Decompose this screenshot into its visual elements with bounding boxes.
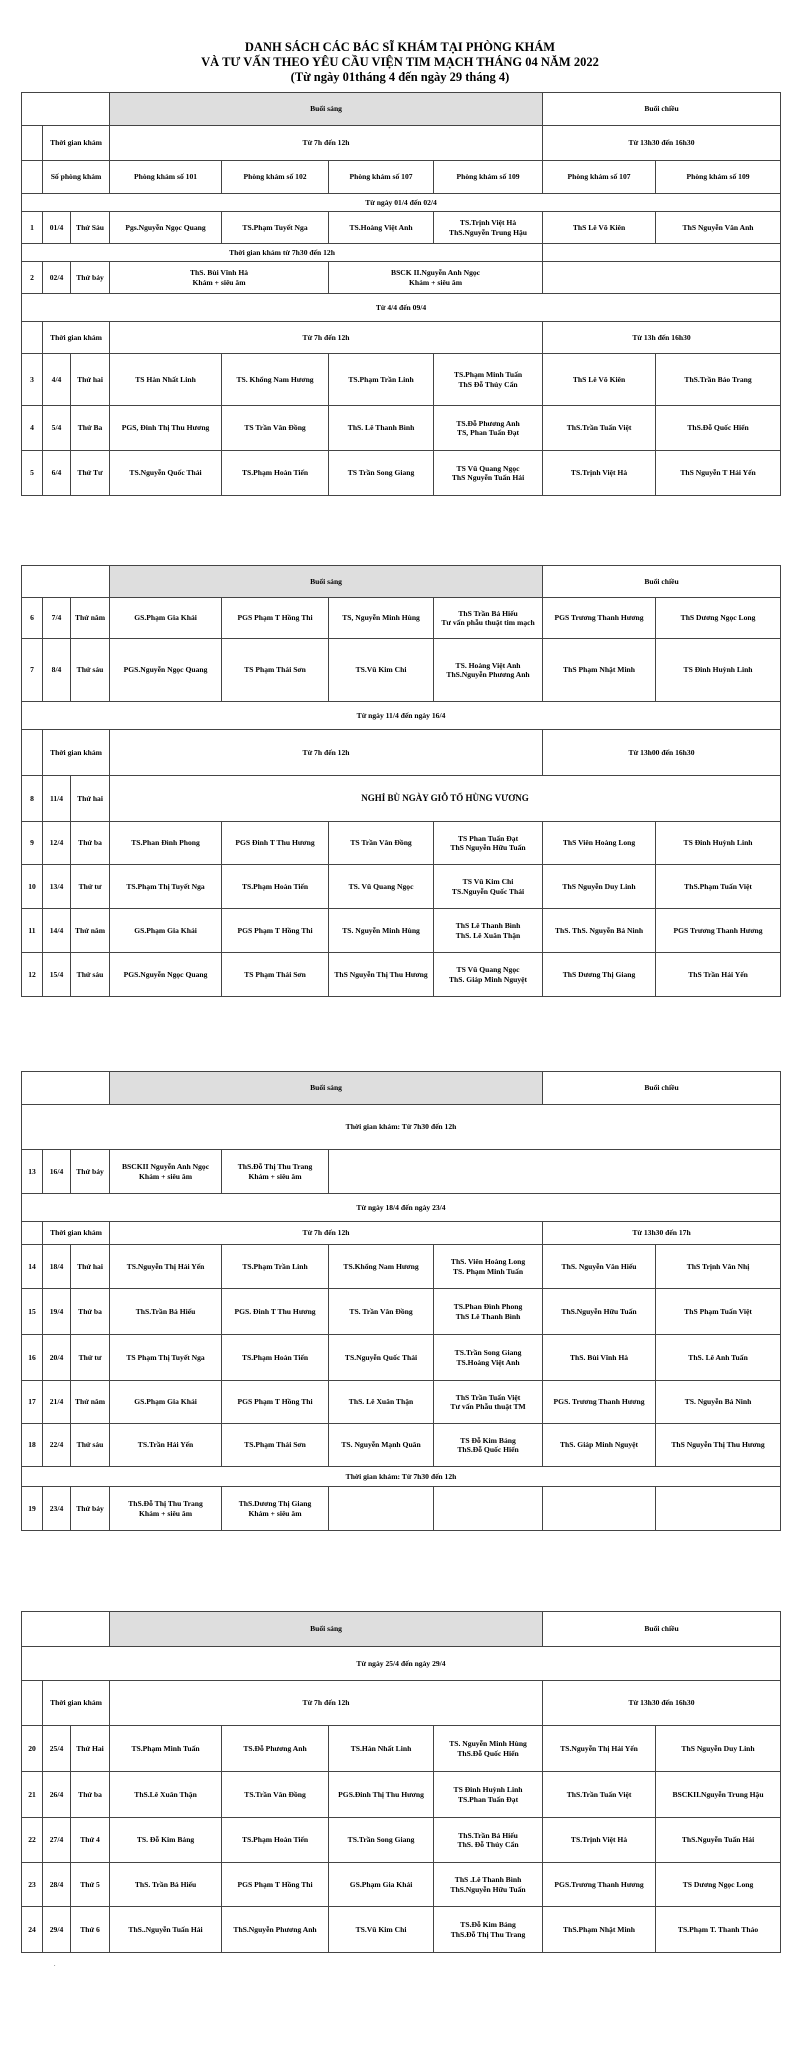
afternoon-time: Từ 13h00 đến 16h30	[543, 730, 781, 776]
table-row: 11 14/4 Thứ năm GS.Phạm Gia Khải PGS Phạm T Hồng Thi TS. Nguyễn Minh Hùng ThS Lê Thanh Bình ThS. Lê Xuân Thận ThS. ThS. Nguyễn Bá Ninh PGS Trương Thanh Hương	[22, 909, 781, 953]
section-label: Thời gian khám từ 7h30 đến 12h	[22, 244, 543, 262]
table-row: 12 15/4 Thứ sáu PGS.Nguyễn Ngọc Quang TS Phạm Thái Sơn ThS Nguyễn Thị Thu Hương TS Vũ Quang Ngọc ThS. Giáp Minh Nguyệt ThS Dương Thị Giang ThS Trần Hải Yến	[22, 953, 781, 997]
holiday-notice: NGHỈ BÙ NGÀY GIỖ TỔ HÙNG VƯƠNG	[110, 776, 781, 822]
table-row: 15 19/4 Thứ ba ThS.Trần Bá Hiếu PGS. Đinh T Thu Hương TS. Trần Văn Đồng TS.Phan Đình Phong ThS Lê Thanh Bình ThS.Nguyễn Hữu Tuấn ThS Phạm Tuấn Việt	[22, 1289, 781, 1335]
row-day: Thứ bảy	[71, 262, 110, 294]
time-row	[22, 322, 781, 354]
doctor-cell: ThS. Bùi Vĩnh Hà Khám + siêu âm	[110, 262, 329, 294]
room-109: Phòng khám số 109	[434, 161, 543, 194]
schedule-table-4	[21, 1611, 781, 1953]
table-row: 19 23/4 Thứ bảy ThS.Đỗ Thị Thu Trang Khám + siêu âm ThS.Dương Thị Giang Khám + siêu âm	[22, 1487, 781, 1531]
row-number: 2	[22, 262, 43, 294]
time-row	[22, 126, 781, 161]
exam-time-label: Thời gian khám	[43, 1222, 110, 1245]
table-row: 14 18/4 Thứ hai TS.Nguyễn Thị Hải Yến TS.Phạm Trần Linh TS.Khổng Nam Hương ThS. Viên Hoàng Long TS. Phạm Minh Tuấn ThS. Nguyễn Văn Hiếu ThS Trịnh Văn Nhị	[22, 1245, 781, 1289]
title-line-3: (Từ ngày 01tháng 4 đến ngày 29 tháng 4)	[290, 70, 510, 84]
table-row: 13 16/4 Thứ bảy BSCKII Nguyễn Anh Ngọc Khám + siêu âm ThS.Đỗ Thị Thu Trang Khám + siêu âm	[22, 1150, 781, 1194]
morning-time: Từ 7h đến 12h	[110, 126, 543, 161]
afternoon-header: Buổi chiều	[543, 566, 781, 598]
row-date: 02/4	[43, 262, 71, 294]
section-label: Từ ngày 01/4 đến 02/4	[22, 194, 781, 212]
rooms-row	[22, 161, 781, 194]
exam-time-label: Thời gian khám	[43, 1681, 110, 1726]
footer-mark: .	[54, 1962, 56, 1968]
table-row: 8 11/4 Thứ hai NGHỈ BÙ NGÀY GIỖ TỔ HÙNG VƯƠNG	[22, 776, 781, 822]
afternoon-time: Từ 13h đến 16h30	[543, 322, 781, 354]
title-line-2: VÀ TƯ VẤN THEO YÊU CẦU VIỆN TIM MẠCH THÁNG 04 NĂM 2022	[201, 55, 599, 69]
row-day: Thứ Sáu	[71, 212, 110, 244]
table-row: 3 4/4 Thứ hai TS Hàn Nhất Linh TS. Khổng Nam Hương TS.Phạm Trần Linh TS.Phạm Minh Tuấn ThS Đỗ Thúy Cẩn ThS Lê Võ Kiên ThS.Trần Bảo Trang	[22, 354, 781, 406]
room-107: Phòng khám số 107	[329, 161, 434, 194]
doctor-cell-line2: ThS.Nguyễn Trung Hậu	[449, 227, 528, 237]
section-label: Thời gian khám: Từ 7h30 đến 12h	[22, 1105, 781, 1150]
morning-header: Buổi sáng	[110, 1072, 543, 1105]
room-109-pm: Phòng khám số 109	[656, 161, 781, 194]
morning-header: Buổi sáng	[110, 1612, 543, 1647]
morning-time: Từ 7h đến 12h	[110, 322, 543, 354]
room-107-pm: Phòng khám số 107	[543, 161, 656, 194]
afternoon-header: Buổi chiều	[543, 1072, 781, 1105]
table-row: 10 13/4 Thứ tư TS.Phạm Thị Tuyết Nga TS.Phạm Hoàn Tiến TS. Vũ Quang Ngọc TS Vũ Kim Chi TS.Nguyễn Quốc Thái ThS Nguyễn Duy Linh ThS.Phạm Tuấn Việt	[22, 865, 781, 909]
room-101: Phòng khám số 101	[110, 161, 222, 194]
table-row: 23 28/4 Thứ 5 ThS. Trần Bá Hiếu PGS Phạm T Hồng Thi GS.Phạm Gia Khải ThS .Lê Thanh Bình ThS.Nguyễn Hữu Tuấn PGS.Trương Thanh Hương TS Dương Ngọc Long	[22, 1863, 781, 1907]
table-row	[22, 212, 781, 244]
doctor-cell: TS.Hoàng Việt Anh	[329, 212, 434, 244]
doctor-cell: Pgs.Nguyễn Ngọc Quang	[110, 212, 222, 244]
morning-time: Từ 7h đến 12h	[110, 1681, 543, 1726]
doctor-cell: BSCK II.Nguyễn Anh Ngọc Khám + siêu âm	[329, 262, 543, 294]
table-row: 20 25/4 Thứ Hai TS.Phạm Minh Tuấn TS.Đỗ Phương Anh TS.Hàn Nhất Linh TS. Nguyễn Minh Hùng ThS.Đỗ Quốc Hiển TS.Nguyễn Thị Hải Yến ThS Nguyễn Duy Linh	[22, 1726, 781, 1772]
schedule-table-1	[21, 92, 781, 496]
doctor-cell: TS.Trịnh Việt Hà ThS.Nguyễn Trung Hậu	[434, 212, 543, 244]
doctor-cell: ThS Lê Võ Kiên	[543, 212, 656, 244]
morning-time: Từ 7h đến 12h	[110, 1222, 543, 1245]
schedule-table-3	[21, 1071, 781, 1531]
exam-time-label: Thời gian khám	[43, 730, 110, 776]
morning-header: Buổi sáng	[110, 93, 543, 126]
afternoon-header: Buổi chiều	[543, 1612, 781, 1647]
table-row: 18 22/4 Thứ sáu TS.Trần Hải Yến TS.Phạm Thái Sơn TS. Nguyễn Mạnh Quân TS Đỗ Kim Bảng ThS.Đỗ Quốc Hiển ThS. Giáp Minh Nguyệt ThS Nguyễn Thị Thu Hương	[22, 1424, 781, 1467]
room-number-label: Số phòng khám	[43, 161, 110, 194]
morning-time: Từ 7h đến 12h	[110, 730, 543, 776]
room-102: Phòng khám số 102	[222, 161, 329, 194]
table-row: 24 29/4 Thứ 6 ThS..Nguyễn Tuấn Hải ThS.Nguyễn Phương Anh TS.Vũ Kim Chi TS.Đỗ Kim Bảng ThS.Đỗ Thị Thu Trang ThS.Phạm Nhật Minh TS.Phạm T. Thanh Thảo	[22, 1907, 781, 1953]
table-row: 7 8/4 Thứ sáu PGS.Nguyễn Ngọc Quang TS Phạm Thái Sơn TS.Vũ Kim Chi TS. Hoàng Việt Anh ThS.Nguyễn Phương Anh ThS Phạm Nhật Minh TS Đinh Huỳnh Linh	[22, 639, 781, 702]
section-label: Từ 4/4 đến 09/4	[22, 294, 781, 322]
table-row: 9 12/4 Thứ ba TS.Phan Đình Phong PGS Đinh T Thu Hương TS Trần Văn Đồng TS Phan Tuấn Đạt ThS Nguyễn Hữu Tuấn ThS Viên Hoàng Long TS Đinh Huỳnh Linh	[22, 822, 781, 865]
table-row: 6 7/4 Thứ năm GS.Phạm Gia Khải PGS Phạm T Hồng Thi TS, Nguyễn Minh Hùng ThS Trần Bá Hiếu Tư vấn phẫu thuật tim mạch PGS Trương Thanh Hương ThS Dương Ngọc Long	[22, 598, 781, 639]
row-number: 1	[22, 212, 43, 244]
exam-time-label: Thời gian khám	[43, 322, 110, 354]
section-label: Từ ngày 11/4 đến ngày 16/4	[22, 702, 781, 730]
afternoon-time: Từ 13h30 đến 17h	[543, 1222, 781, 1245]
morning-header: Buổi sáng	[110, 566, 543, 598]
section-label: Từ ngày 18/4 đến ngày 23/4	[22, 1194, 781, 1222]
doctor-cell: TS.Phạm Tuyết Nga	[222, 212, 329, 244]
table-row	[22, 262, 781, 294]
doctor-cell: ThS Nguyễn Văn Anh	[656, 212, 781, 244]
table-row: 5 6/4 Thứ Tư TS.Nguyễn Quốc Thái TS.Phạm Hoàn Tiến TS Trần Song Giang TS Vũ Quang Ngọc ThS Nguyễn Tuấn Hải TS.Trịnh Việt Hà ThS Nguyễn T Hải Yến	[22, 451, 781, 496]
table-row: 16 20/4 Thứ tư TS Phạm Thị Tuyết Nga TS.Phạm Hoàn Tiến TS.Nguyễn Quốc Thái TS.Trần Song Giang TS.Hoàng Việt Anh ThS. Bùi Vĩnh Hà ThS. Lê Anh Tuấn	[22, 1335, 781, 1381]
schedule-table-2	[21, 565, 781, 997]
afternoon-time: Từ 13h30 đến 16h30	[543, 1681, 781, 1726]
table-row: 21 26/4 Thứ ba ThS.Lê Xuân Thận TS.Trần Văn Đồng PGS.Đinh Thị Thu Hương TS Đinh Huỳnh Linh TS.Phan Tuấn Đạt ThS.Trần Tuấn Việt BSCKII.Nguyễn Trung Hậu	[22, 1772, 781, 1818]
header-row	[22, 93, 781, 126]
afternoon-header: Buổi chiều	[543, 93, 781, 126]
row-date: 01/4	[43, 212, 71, 244]
table-row: 4 5/4 Thứ Ba PGS, Đinh Thị Thu Hương TS Trần Văn Đồng ThS. Lê Thanh Bình TS.Đỗ Phương Anh TS, Phan Tuấn Đạt ThS.Trần Tuấn Việt ThS.Đỗ Quốc Hiển	[22, 406, 781, 451]
table-row: 17 21/4 Thứ năm GS.Phạm Gia Khải PGS Phạm T Hồng Thi ThS. Lê Xuân Thận ThS Trần Tuấn Việt Tư vấn Phẫu thuật TM PGS. Trương Thanh Hương TS. Nguyễn Bá Ninh	[22, 1381, 781, 1424]
table-row: 22 27/4 Thứ 4 TS. Đỗ Kim Bảng TS.Phạm Hoàn Tiến TS.Trần Song Giang ThS.Trần Bá Hiếu ThS. Đỗ Thúy Cẩn TS.Trịnh Việt Hà ThS.Nguyễn Tuấn Hải	[22, 1818, 781, 1863]
section-label: Thời gian khám: Từ 7h30 đến 12h	[22, 1467, 781, 1487]
exam-time-label: Thời gian khám	[43, 126, 110, 161]
title-line-1: DANH SÁCH CÁC BÁC SĨ KHÁM TẠI PHÒNG KHÁM	[244, 40, 556, 54]
afternoon-time: Từ 13h30 đến 16h30	[543, 126, 781, 161]
document-title	[0, 40, 800, 85]
section-label: Từ ngày 25/4 đến ngày 29/4	[22, 1647, 781, 1681]
